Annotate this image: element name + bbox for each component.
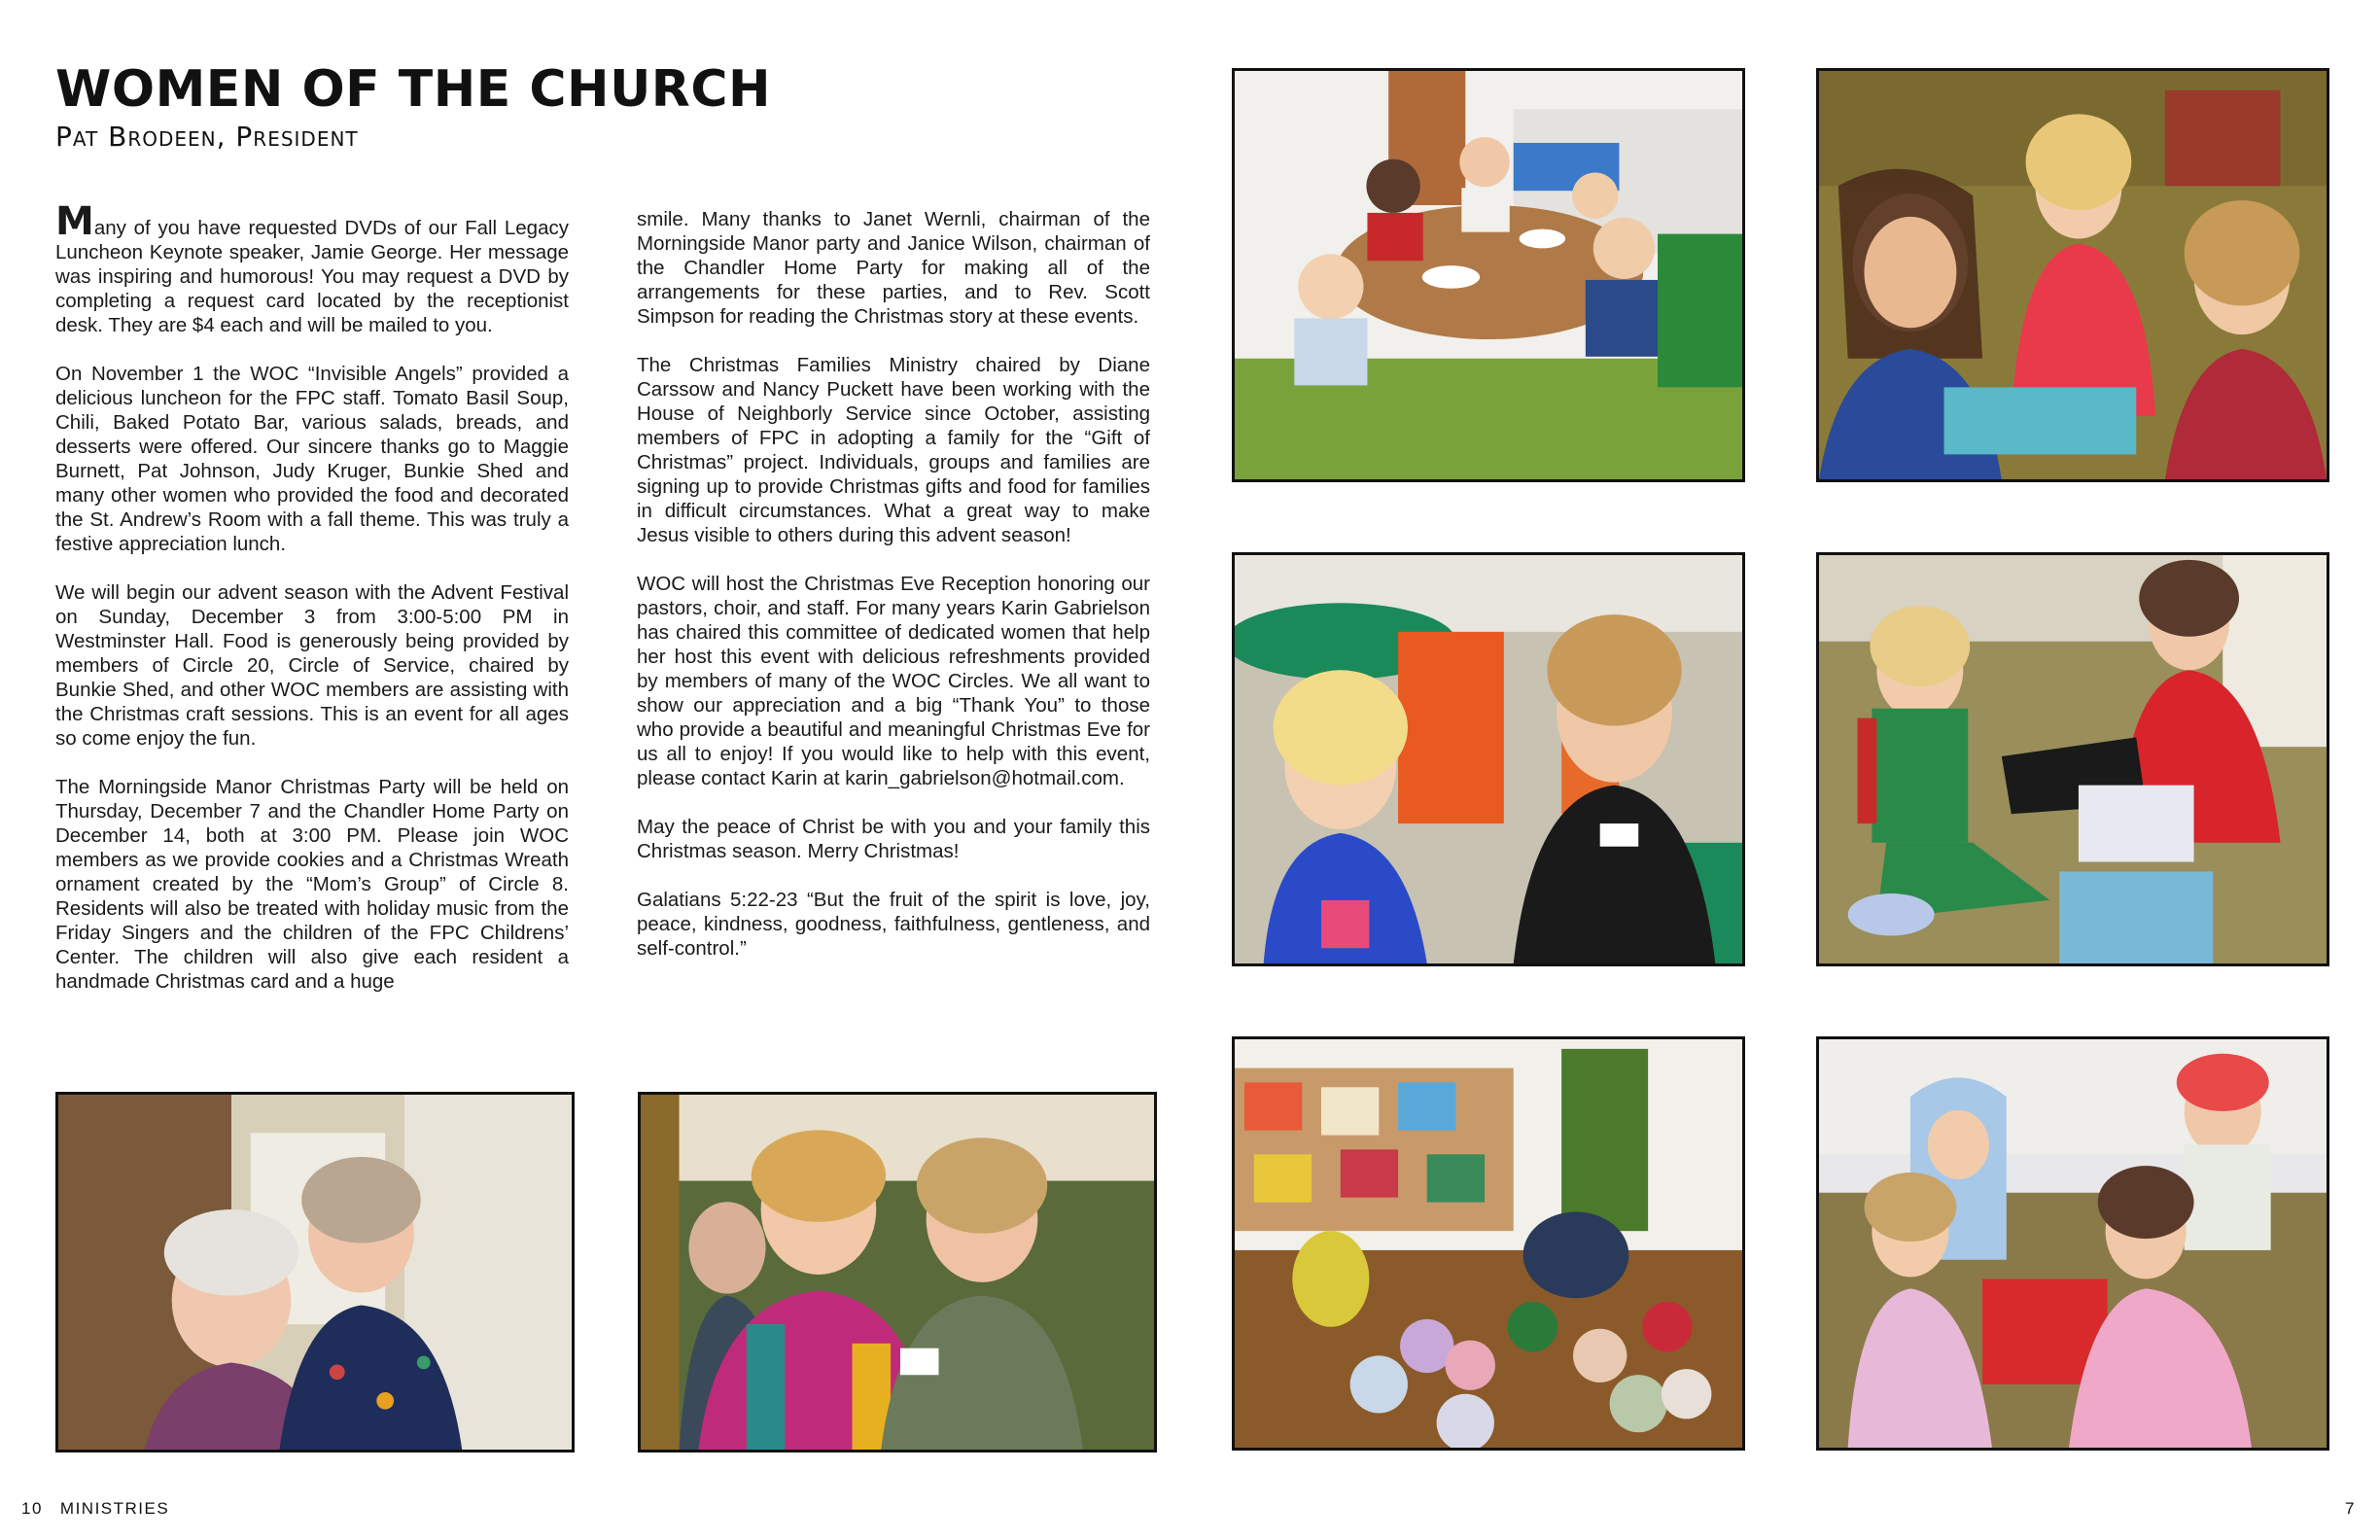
paragraph: [55, 199, 569, 337]
footer-left: [21, 1499, 169, 1519]
paragraph: We will begin our advent season with the Advent Festival on Sunday, December 3 from 3:00-5:00 PM in Westminster Hall. Food is generously being provided by members of Circle 20, Circle of Service, chaired by Bunkie Shed, and other WOC members are assisting with the Christmas craft sessions. This is an event for all ages so come enjoy the fun.: [55, 581, 569, 750]
photo-kids-at-table: [1232, 68, 1745, 482]
photo-girls-pajamas: [1816, 68, 2329, 482]
drop-cap: M: [55, 199, 94, 244]
paragraph-text: any of you have requested DVDs of our Fall Legacy Luncheon Keynote speaker, Jamie George. Her message was inspiring and humorous! You may request a DVD by completing a request card located by the receptionist desk. They are $4 each and will be mailed to you.: [55, 217, 569, 336]
paragraph: The Morningside Manor Christmas Party will be held on Thursday, December 7 and the Chandler Home Party on December 14, both at 3:00 PM. Please join WOC members as we provide cookies and a Christmas Wreath ornament created by the “Mom’s Group” of Circle 8. Residents will also be treated with holiday music from the Friday Singers and the children of the FPC Childrens’ Center. The children will also give each resident a handmade Christmas card and a huge: [55, 776, 569, 993]
page-number-right: 7: [2345, 1499, 2355, 1518]
photo-girl-woman-floor: [1816, 552, 2329, 966]
photo-classroom-children: [1232, 1036, 1745, 1451]
photo-girl-and-teacher: [1232, 552, 1745, 966]
photo-two-women-right: [638, 1092, 1157, 1452]
section-label: MINISTRIES: [59, 1499, 170, 1518]
article-column-left: [55, 199, 569, 1018]
paragraph: Galatians 5:22-23 “But the fruit of the spirit is love, joy, peace, kindness, goodness, faithfulness, gentleness, and self-control.”: [637, 889, 1150, 960]
article-column-right: [637, 207, 1150, 985]
paragraph: smile. Many thanks to Janet Wernli, chairman of the Morningside Manor party and Janice Wilson, chairman of the Chandler Home Party for making all of the arrangements for these parties, and to Rev. Scott Simpson for reading the Christmas story at these events.: [637, 208, 1150, 328]
paragraph: The Christmas Families Ministry chaired by Diane Carssow and Nancy Puckett have been working with the House of Neighborly Service since October, assisting members of FPC in adopting a family for the “Gift of Christmas” project. Individuals, groups and families are signing up to provide Christmas gifts and food for families in difficult circumstances. What a great way to make Jesus visible to others during this advent season!: [637, 354, 1150, 546]
page-number-left: 10: [21, 1499, 43, 1518]
paragraph: On November 1 the WOC “Invisible Angels” provided a delicious luncheon for the FPC staff. Tomato Basil Soup, Chili, Baked Potato Bar, various salads, breads, and desserts were offered. Our sincere thanks go to Maggie Burnett, Pat Johnson, Judy Kruger, Bunkie Shed and many other women who provided the food and decorated the St. Andrew’s Room with a fall theme. This was truly a festive appreciation lunch.: [55, 363, 569, 555]
photo-two-women-left: [55, 1092, 575, 1452]
page-title: WOMEN OF THE CHURCH: [55, 60, 772, 119]
paragraph: WOC will host the Christmas Eve Reception honoring our pastors, choir, and staff. For many years Karin Gabrielson has chaired this committee of dedicated women that help her host this event with delicious refreshments provided by members of many of the WOC Circles. We all want to show our appreciation and a big “Thank You” to those who provide a beautiful and meaningful Christmas Eve for us all to enjoy! If you would like to help with this event, please contact Karin at karin_gabrielson@hotmail.com.: [637, 573, 1150, 789]
photo-girls-gift-box: [1816, 1036, 2329, 1451]
paragraph: May the peace of Christ be with you and your family this Christmas season. Merry Christmas!: [637, 816, 1150, 862]
page-subtitle: Pat Brodeen, President: [55, 121, 359, 153]
